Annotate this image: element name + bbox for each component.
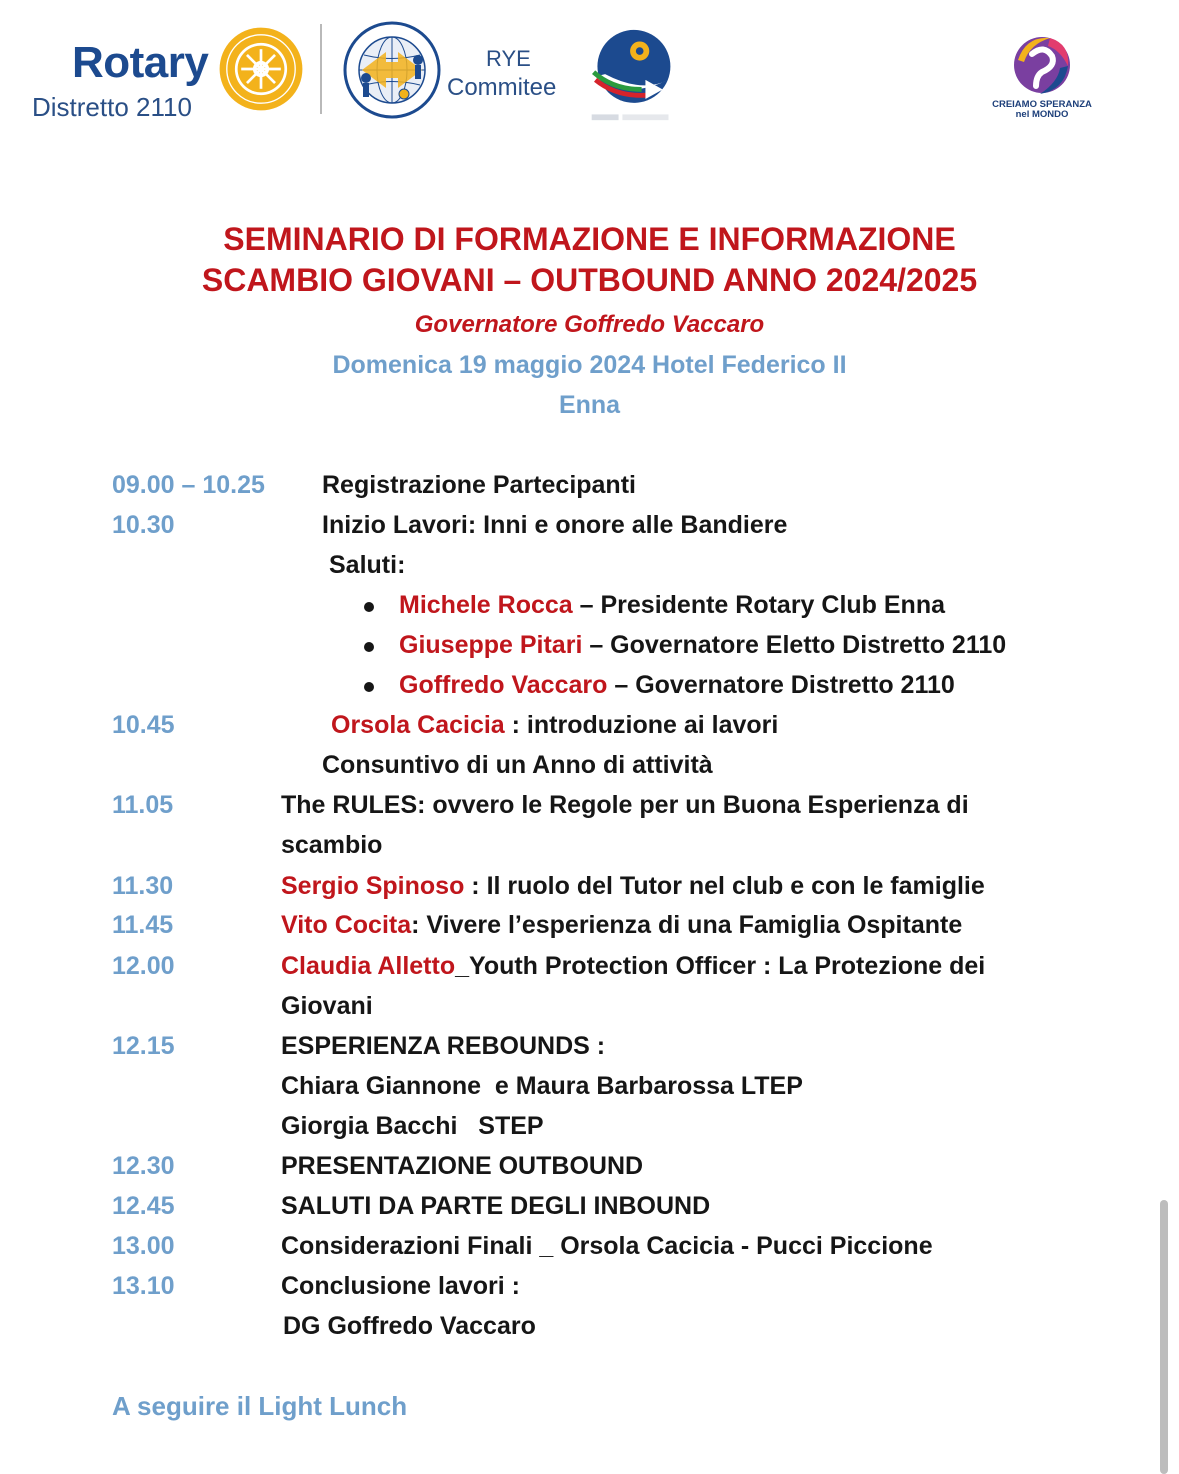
agenda-item-text bbox=[331, 711, 778, 740]
speaker-name: Michele Rocca bbox=[399, 591, 573, 619]
agenda-time: 10.30 bbox=[112, 511, 175, 539]
agenda-item-text: SALUTI DA PARTE DEGLI INBOUND bbox=[281, 1192, 711, 1220]
closing-note: A seguire il Light Lunch bbox=[112, 1391, 408, 1421]
creiamo-speranza-logo-icon bbox=[1010, 32, 1074, 98]
speaker-name: Orsola Cacicia bbox=[331, 711, 505, 739]
rye-label: RYE bbox=[486, 46, 531, 71]
agenda-time: 12.30 bbox=[112, 1152, 175, 1180]
agenda-item-text: The RULES: ovvero le Regole per un Buona Esperienza di bbox=[281, 791, 969, 819]
nel-mondo-label: nel MONDO bbox=[1015, 109, 1069, 120]
speaker-name: Giuseppe Pitari bbox=[399, 631, 583, 659]
agenda-time: 12.00 bbox=[112, 952, 175, 980]
agenda-item-text bbox=[281, 872, 985, 901]
rotary-wheel-icon bbox=[216, 24, 306, 114]
agenda-item-text: PRESENTAZIONE OUTBOUND bbox=[281, 1152, 644, 1180]
bullet-icon bbox=[364, 642, 374, 652]
creiamo-speranza-label: CREIAMO SPERANZA bbox=[992, 99, 1092, 110]
agenda-time: 11.05 bbox=[112, 791, 174, 819]
agenda-item-text-line-2: Giovani bbox=[281, 992, 373, 1020]
agenda-item-text bbox=[281, 911, 962, 940]
speaker-name: Goffredo Vaccaro bbox=[399, 671, 608, 699]
seminar-title-line-2: SCAMBIO GIOVANI – OUTBOUND ANNO 2024/2025 bbox=[201, 262, 978, 298]
speaker-name: Claudia Alletto bbox=[281, 952, 456, 980]
governor-subtitle: Governatore Goffredo Vaccaro bbox=[414, 311, 765, 338]
agenda-time: 12.45 bbox=[112, 1192, 175, 1220]
speaker-role: – Governatore Eletto Distretto 2110 bbox=[582, 631, 1007, 659]
speaker-name: Sergio Spinoso bbox=[281, 872, 465, 900]
agenda-item-text: Registrazione Partecipanti bbox=[322, 471, 636, 499]
rotary-district-label: Distretto 2110 bbox=[32, 92, 192, 122]
rotary-wordmark: Rotary bbox=[72, 38, 209, 87]
speaker-line bbox=[399, 671, 955, 700]
agenda-item-text: Inizio Lavori: Inni e onore alle Bandiere bbox=[322, 511, 788, 539]
agenda-item-text-line-2: Chiara Giannone e Maura Barbarossa LTEP bbox=[281, 1072, 803, 1100]
agenda-time: 12.15 bbox=[112, 1032, 175, 1060]
agenda-time: 11.45 bbox=[112, 911, 174, 939]
agenda-time: 11.30 bbox=[112, 872, 174, 900]
agenda-item-text: ESPERIENZA REBOUNDS : bbox=[281, 1032, 606, 1060]
agenda-topic: : introduzione ai lavori bbox=[504, 711, 779, 739]
speaker-name: Vito Cocita bbox=[281, 911, 412, 939]
saluti-label: Saluti: bbox=[329, 551, 406, 579]
agenda-item-text: Conclusione lavori : bbox=[281, 1272, 520, 1300]
agenda-time: 13.00 bbox=[112, 1232, 175, 1260]
agenda-time: 13.10 bbox=[112, 1272, 175, 1300]
rye-committee-label: Commitee bbox=[447, 74, 557, 101]
header-divider bbox=[320, 24, 322, 114]
agenda-topic: : Il ruolo del Tutor nel club e con le famiglie bbox=[464, 872, 985, 900]
speaker-role: – Governatore Distretto 2110 bbox=[607, 671, 955, 699]
speaker-role: – Presidente Rotary Club Enna bbox=[572, 591, 946, 619]
agenda-item-text-line-2: scambio bbox=[281, 831, 383, 859]
agenda-topic: : Vivere l’esperienza di una Famiglia Ospitante bbox=[411, 911, 963, 939]
agenda-item-text-line-2: DG Goffredo Vaccaro bbox=[283, 1312, 536, 1340]
agenda-item-text bbox=[281, 952, 985, 981]
agenda-time: 10.45 bbox=[112, 711, 175, 739]
rotary-italy-globe-logo-icon bbox=[584, 26, 680, 126]
scrollbar-thumb[interactable] bbox=[1160, 1200, 1168, 1474]
agenda-item-text-line-2: Consuntivo di un Anno di attività bbox=[322, 751, 713, 779]
city-line: Enna bbox=[558, 391, 621, 419]
speaker-line bbox=[399, 591, 945, 620]
agenda-time: 09.00 – 10.25 bbox=[112, 471, 265, 499]
bullet-icon bbox=[364, 602, 374, 612]
bullet-icon bbox=[364, 682, 374, 692]
seminar-title-line-1: SEMINARIO DI FORMAZIONE E INFORMAZIONE bbox=[223, 221, 956, 257]
date-venue-line: Domenica 19 maggio 2024 Hotel Federico II bbox=[332, 351, 847, 379]
agenda-item-text: Considerazioni Finali _ Orsola Cacicia - Pucci Piccione bbox=[281, 1232, 933, 1260]
agenda-topic: _Youth Protection Officer : La Protezione dei bbox=[455, 952, 986, 980]
speaker-line bbox=[399, 631, 1006, 660]
youth-exchange-logo-icon bbox=[342, 20, 442, 120]
agenda-item-text-line-3: Giorgia Bacchi STEP bbox=[281, 1112, 544, 1140]
